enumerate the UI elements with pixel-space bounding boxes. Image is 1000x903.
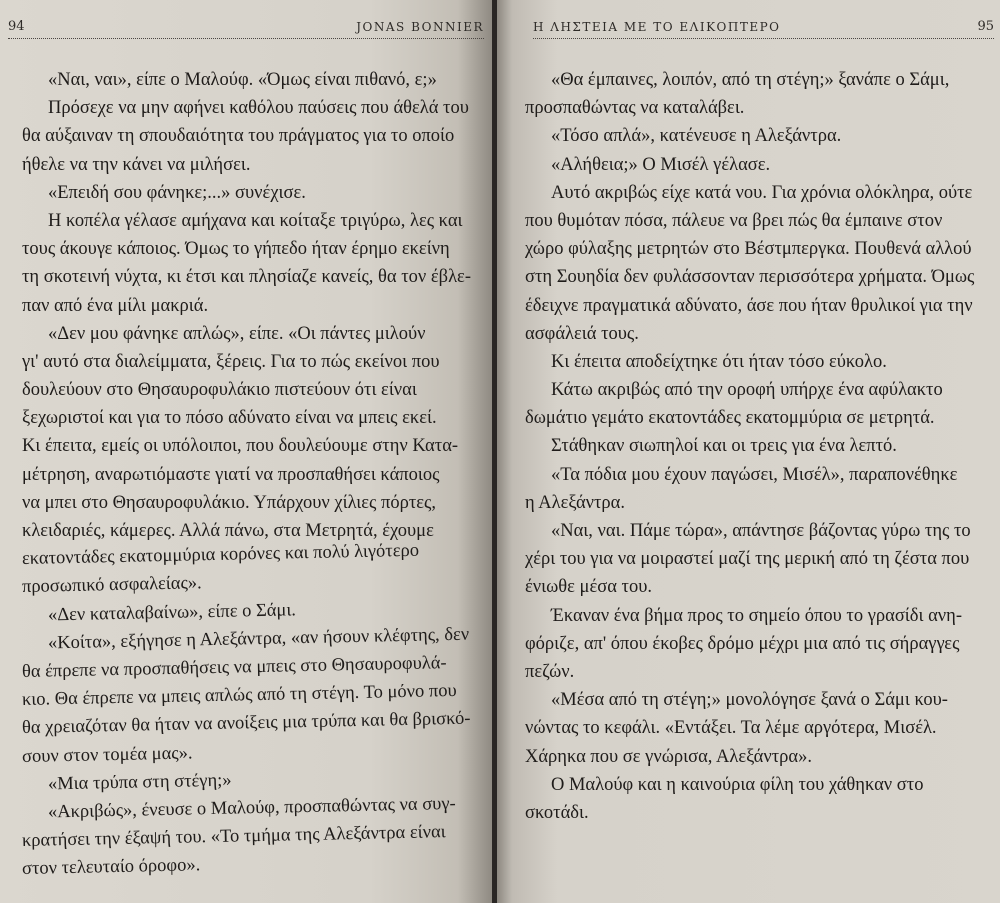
text-line: προσπαθώντας να καταλάβει.	[525, 98, 745, 119]
text-line: προσωπικό ασφαλείας».	[21, 573, 202, 598]
running-head-right	[533, 18, 994, 39]
text-line: «Δεν καταλαβαίνω», είπε ο Σάμι.	[47, 599, 297, 626]
text-line: «Μέσα από τη στέγη;» μονολόγησε ξανά ο Σάμι κου-	[551, 690, 948, 711]
text-line: ένιωθε μέσα του.	[525, 577, 652, 598]
text-line: «Ναι, ναι. Πάμε τώρα», απάντησε βάζοντας γύρω της το	[551, 521, 971, 541]
left-page-text	[22, 66, 488, 883]
text-line: «Μια τρύπα στη στέγη;»	[47, 770, 232, 795]
text-line: «Ακριβώς», ένευσε ο Μαλούφ, προσπαθώντας να συγ-	[47, 793, 456, 823]
text-line: στον τελευταίο όροφο».	[21, 855, 201, 880]
text-line: να μπει στο Θησαυροφυλάκιο. Υπάρχουν χίλιες πόρτες,	[22, 492, 436, 513]
left-page	[0, 0, 492, 903]
text-line: ασφάλειά τους.	[525, 323, 639, 344]
text-line: κλειδαριές, κάμερες. Αλλά πάνω, στα Μετρητά, έχουμε	[22, 521, 434, 541]
text-line: «Επειδή σου φάνηκε;...» συνέχισε.	[48, 182, 306, 203]
text-line: παν από ένα μίλι μακριά.	[22, 295, 209, 316]
text-line: Έκαναν ένα βήμα προς το σημείο όπου το γρασίδι ανη-	[551, 605, 962, 626]
text-line: σκοτάδι.	[525, 802, 589, 823]
text-line: Η κοπέλα γέλασε αμήχανα και κοίταξε τριγύρω, λες και	[48, 210, 463, 231]
text-line: Κι έπειτα, εμείς οι υπόλοιποι, που δουλεύουμε στην Κατα-	[22, 436, 459, 457]
text-line: Χάρηκα που σε γνώρισα, Αλεξάντρα».	[525, 746, 812, 767]
text-line: Πρόσεχε να μην αφήνει καθόλου παύσεις που άθελά του	[48, 98, 469, 119]
text-line: «Τόσο απλά», κατένευσε η Αλεξάντρα.	[551, 126, 842, 147]
text-line: «Ναι, ναι», είπε ο Μαλούφ. «Όμως είναι πιθανό, ε;»	[48, 70, 437, 90]
text-line: στη Σουηδία δεν φυλάσσονταν περισσότερα χρήματα. Όμως	[525, 267, 975, 288]
running-head-left	[8, 18, 484, 39]
text-line: φόριζε, απ' όπου έκοβες δρόμο μέχρι μια από τις σήραγγες	[525, 633, 960, 654]
text-line: χώρο φύλαξης μετρητών στο Βέστμπεργκα. Πουθενά αλλού	[525, 239, 972, 260]
text-line: εκατοντάδες εκατομμύρια κορόνες και πολύ λιγότερο	[21, 540, 420, 570]
text-line: μέτρηση, αναρωτιόμαστε γιατί να προσπαθήσει κάποιος	[22, 464, 440, 485]
text-line: τους άκουγε κάποιος. Όμως το γήπεδο ήταν έρημο εκείνη	[22, 239, 450, 260]
text-line: ξεχωριστοί και για το πόσο αδύνατο είναι να μπεις εκεί.	[22, 408, 437, 429]
text-line: Κάτω ακριβώς από την οροφή υπήρχε ένα αφύλακτο	[551, 380, 943, 401]
text-line: που θυμόταν πόσα, πάλευε να βρει πώς θα έμπαινε στον	[525, 210, 943, 231]
text-line: έδειχνε πραγματικά αδύνατο, άσε που ήταν θρυλικοί για την	[525, 295, 973, 316]
text-line: θα αύξαιναν τη σπουδαιότητα του πράγματος για το οποίο	[22, 126, 455, 147]
text-line: νώντας το κεφάλι. «Εντάξει. Τα λέμε αργότερα, Μισέλ.	[525, 718, 937, 739]
text-line: «Θα έμπαινες, λοιπόν, από τη στέγη;» ξανάπε ο Σάμι,	[551, 70, 950, 90]
text-line: Αυτό ακριβώς είχε κατά νου. Για χρόνια ολόκληρα, ούτε	[551, 182, 973, 203]
text-line: «Τα πόδια μου έχουν παγώσει, Μισέλ», παραπονέθηκε	[551, 464, 958, 485]
text-line: γι' αυτό στα διαλείμματα, ξέρεις. Για το πώς εκείνοι που	[22, 351, 440, 372]
right-page	[497, 0, 1000, 903]
text-line: «Αλήθεια;» Ο Μισέλ γέλασε.	[551, 154, 771, 175]
text-line: σουν στον τομέα μας».	[21, 742, 193, 767]
text-line: θα έπρεπε να προσπαθήσεις να μπεις στο Θησαυροφυλά-	[21, 653, 447, 682]
text-line: η Αλεξάντρα.	[525, 492, 625, 513]
text-line: «Δεν μου φάνηκε απλώς», είπε. «Οι πάντες μιλούν	[48, 323, 426, 344]
book-title-header: Η ΛΗΣΤΕΙΑ ΜΕ ΤΟ ΕΛΙΚΟΠΤΕΡΟ	[533, 20, 781, 34]
text-line: πεζών.	[525, 661, 575, 682]
text-line: κιο. Θα έπρεπε να μπεις απλώς από τη στέγη. Το μόνο που	[21, 681, 457, 711]
text-line: Στάθηκαν σιωπηλοί και οι τρεις για ένα λεπτό.	[551, 436, 897, 457]
text-line: Κι έπειτα αποδείχτηκε ότι ήταν τόσο εύκολο.	[551, 351, 887, 372]
author-header: JONAS BONNIER	[356, 20, 484, 34]
text-line: δωμάτιο γεμάτο εκατοντάδες εκατομμύρια σε μετρητά.	[525, 408, 935, 429]
text-line: κρατήσει την έξαψή του. «Το τμήμα της Αλεξάντρα είναι	[21, 822, 446, 852]
text-line: θα χρειαζόταν θα ήταν να ανοίξεις μια τρύπα και θα βρισκό-	[21, 708, 471, 739]
text-line: τη σκοτεινή νύχτα, κι έτσι και πλησίαζε κανείς, θα τον έβλε-	[22, 267, 471, 288]
text-line: Ο Μαλούφ και η καινούρια φίλη του χάθηκαν στο	[551, 774, 924, 795]
right-page-text	[525, 66, 997, 827]
text-line: δουλεύουν στο Θησαυροφυλάκιο πιστεύουν ότι είναι	[22, 380, 417, 401]
text-line: «Κοίτα», εξήγησε η Αλεξάντρα, «αν ήσουν κλέφτης, δεν	[47, 624, 470, 654]
text-line: ήθελε να την κάνει να μιλήσει.	[22, 154, 251, 175]
page-number-right: 95	[977, 19, 994, 34]
page-number-left: 94	[8, 19, 25, 34]
text-line: χέρι του για να μοιραστεί μαζί της μερική από τη ζέστα που	[525, 549, 970, 570]
